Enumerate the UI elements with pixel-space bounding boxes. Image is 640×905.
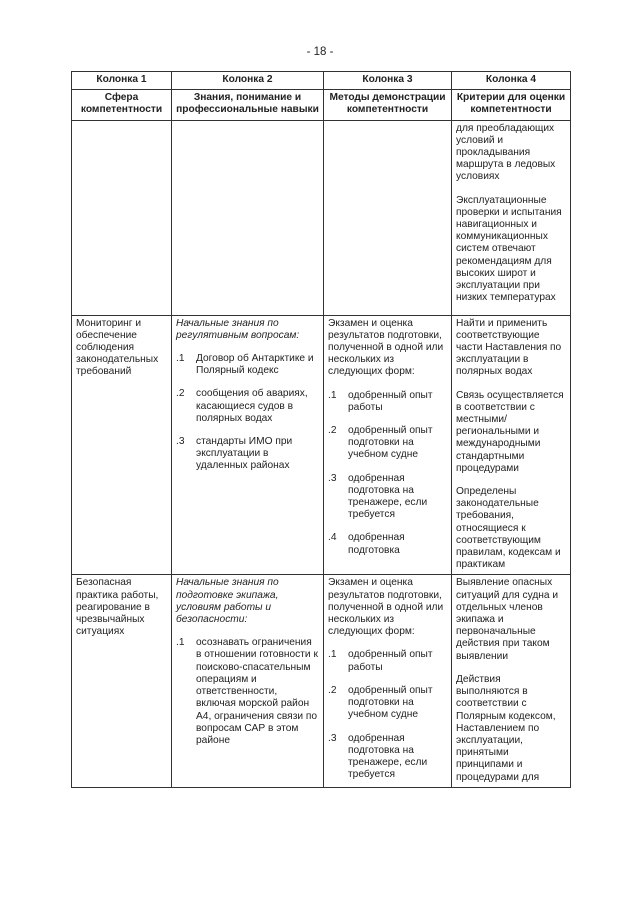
criteria-cell	[452, 575, 571, 787]
criteria-paragraph: Эксплуатационные проверки и испытания навигационных и коммуникационных систем отвечают рекомендациям для высоких широт и эксплуатации при низких температурах	[456, 194, 562, 304]
methods-cell	[324, 575, 452, 787]
list-item: .1 Договор об Антарктике и Полярный кодекс	[176, 353, 314, 377]
header-competence-area: Сфера компетентности	[72, 90, 172, 120]
column-1-label: Колонка 1	[72, 72, 172, 90]
page-number: - 18 -	[306, 46, 334, 58]
methods-intro: Экзамен и оценка результатов подготовки, полученной в одной или нескольких из следующих форм:	[328, 317, 444, 378]
knowledge-cell	[172, 575, 324, 787]
list-item: .3 одобренная подготовка на тренажере, если требуется	[328, 732, 428, 781]
list-item: .2 сообщения об авариях, касающиеся судов в полярных водах	[176, 388, 308, 424]
methods-intro: Экзамен и оценка результатов подготовки, полученной в одной или нескольких из следующих форм:	[328, 577, 444, 638]
list-item: .1 одобренный опыт работы	[328, 389, 433, 413]
criteria-paragraph: для преобладающих условий и прокладывания маршрута в ледовых условиях	[456, 122, 556, 183]
criteria-paragraph: Выявление опасных ситуаций для судна и отдельных членов экипажа и первоначальные действия при таком выявлении	[456, 577, 559, 662]
criteria-cell	[452, 315, 571, 575]
criteria-paragraph: Связь осуществляется в соответствии с местными/ региональными и международными стандартными процедурами	[456, 389, 564, 474]
methods-list	[328, 390, 447, 557]
list-item: .4 одобренная подготовка	[328, 532, 405, 556]
table-row-legal-requirements	[72, 315, 571, 575]
header-criteria: Критерии для оценки компетентности	[452, 90, 571, 120]
competence-cell: Мониторинг и обеспечение соблюдения законодательных требований	[72, 315, 172, 575]
competence-cell: Безопасная практика работы, реагирование в чрезвычайных ситуациях	[72, 575, 172, 787]
list-item: .2 одобренный опыт подготовки на учебном судне	[328, 425, 433, 461]
methods-list	[328, 649, 447, 781]
methods-cell	[324, 315, 452, 575]
cell-empty	[172, 120, 324, 315]
knowledge-list	[176, 353, 319, 473]
list-item: .1 одобренный опыт работы	[328, 649, 433, 673]
header-row	[72, 90, 571, 120]
competence-table	[71, 71, 571, 788]
header-methods: Методы демонстрации компетентности	[324, 90, 452, 120]
criteria-paragraph: Определены законодательные требования, относящиеся к соответствующим правилам, кодексам и практикам	[456, 486, 561, 571]
column-2-label: Колонка 2	[172, 72, 324, 90]
criteria-paragraph: Действия выполняются в соответствии с Полярным кодексом, Наставлением по эксплуатации, принятыми принципами и процедурами для	[456, 673, 556, 783]
column-4-label: Колонка 4	[452, 72, 571, 90]
knowledge-intro: Начальные знания по регулятивным вопросам:	[176, 317, 300, 341]
list-item: .3 одобренная подготовка на тренажере, если требуется	[328, 472, 428, 521]
list-item: .2 одобренный опыт подготовки на учебном судне	[328, 684, 433, 721]
header-knowledge: Знания, понимание и профессиональные навыки	[172, 90, 324, 120]
table-row-safe-practice	[72, 575, 571, 787]
column-number-row	[72, 72, 571, 90]
list-item: .1 осознавать ограничения в отношении готовности к поисково-спасательным операциям и ответственности, включая морской район А4, ограничения связи по вопросам САР в этом районе	[176, 637, 318, 746]
knowledge-cell	[172, 315, 324, 575]
cell-empty	[72, 120, 172, 315]
table-row-continuation	[72, 120, 571, 315]
cell-empty	[324, 120, 452, 315]
criteria-cell	[452, 120, 571, 315]
list-item: .3 стандарты ИМО при эксплуатации в удаленных районах	[176, 436, 293, 472]
column-3-label: Колонка 3	[324, 72, 452, 90]
criteria-paragraph: Найти и применить соответствующие части Наставления по эксплуатации в полярных водах	[456, 317, 562, 378]
knowledge-intro: Начальные знания по подготовке экипажа, условиям работы и безопасности:	[176, 577, 279, 626]
knowledge-list	[176, 637, 319, 747]
